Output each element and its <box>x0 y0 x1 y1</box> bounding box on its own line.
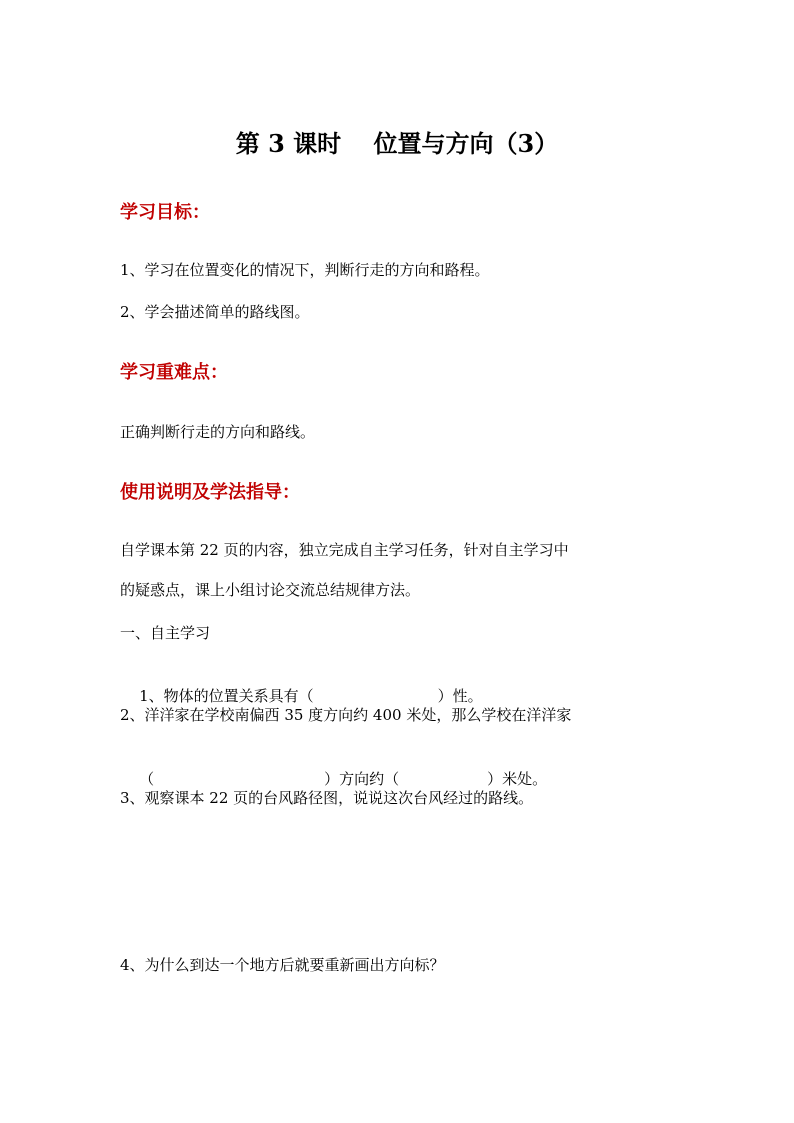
question-2-suffix: ）米处。 <box>487 770 548 788</box>
instructions-line-2: 的疑惑点，课上小组讨论交流总结规律方法。 <box>120 581 421 599</box>
key-points-text: 正确判断行走的方向和路线。 <box>120 423 316 441</box>
question-4: 4、为什么到达一个地方后就要重新画出方向标？ <box>120 956 445 974</box>
question-2-line-1: 2、洋洋家在学校南偏西 35 度方向约 400 米处，那么学校在洋洋家 <box>120 706 572 724</box>
self-study-heading: 一、自主学习 <box>120 624 211 642</box>
objective-item-2: 2、学会描述简单的路线图。 <box>120 303 310 321</box>
page-title: 第 3 课时 位置与方向（3） <box>235 129 559 158</box>
question-1-suffix: ）性。 <box>437 687 483 705</box>
question-3: 3、观察课本 22 页的台风路径图，说说这次台风经过的路线。 <box>120 789 534 807</box>
objective-item-1: 1、学习在位置变化的情况下，判断行走的方向和路程。 <box>120 261 490 279</box>
objectives-heading: 学习目标： <box>120 202 210 223</box>
instructions-heading: 使用说明及学法指导： <box>120 482 300 503</box>
instructions-line-1: 自学课本第 22 页的内容，独立完成自主学习任务，针对自主学习中 <box>120 541 569 559</box>
key-points-heading: 学习重难点： <box>120 362 228 383</box>
question-2-middle: ）方向约（ <box>324 770 400 788</box>
question-1-prefix: 1、物体的位置关系具有（ <box>139 687 314 705</box>
question-2-open: （ <box>139 770 155 788</box>
